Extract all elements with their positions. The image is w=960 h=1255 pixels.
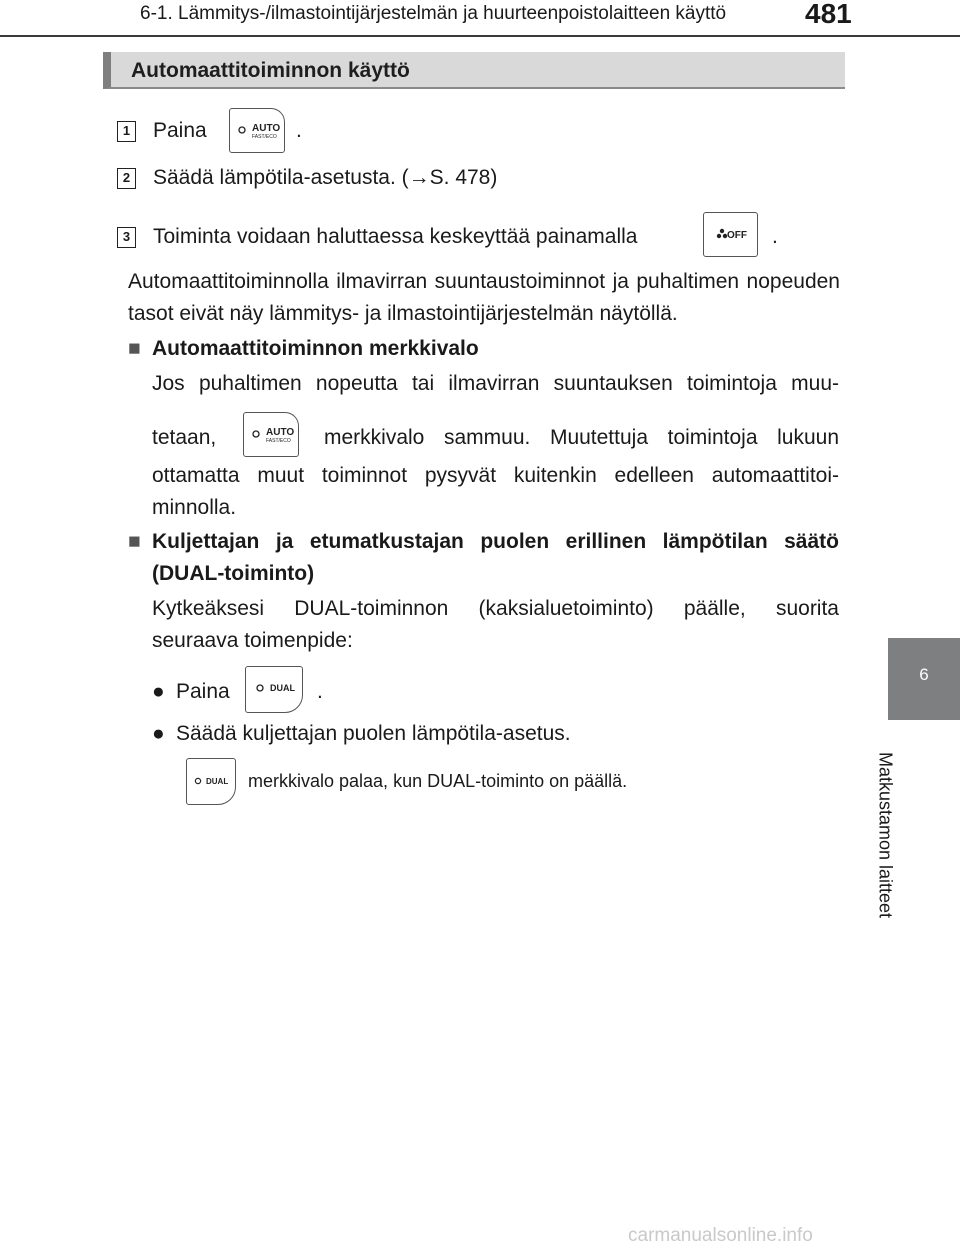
- watermark-text: carmanualsonline.info: [628, 1225, 813, 1246]
- step-3-period: .: [772, 225, 778, 248]
- section-bullet: ■: [128, 337, 141, 360]
- dual-line-1: Kytkeäksesi DUAL-toiminnon (kaksialuetoiminto) päälle, suorita: [152, 597, 839, 620]
- section-title: Automaattitoiminnon käyttö: [131, 59, 410, 82]
- header-divider: [0, 35, 960, 37]
- indicator-line-1: Jos puhaltimen nopeutta tai ilmavirran suuntauksen toimintoja muu-: [152, 372, 839, 395]
- dual-note: merkkivalo palaa, kun DUAL-toiminto on päällä.: [248, 771, 628, 791]
- dual-item-2-text: Säädä kuljettajan puolen lämpötila-asetus.: [176, 722, 571, 745]
- step-number-2: 2: [117, 168, 136, 189]
- dual-line-2: seuraava toimenpide:: [152, 629, 353, 652]
- step-3-text: Toiminta voidaan haluttaessa keskeyttää painamalla: [153, 225, 638, 248]
- auto-sublabel: FAST/ECO: [266, 438, 291, 444]
- chapter-label-text: Matkustamon laitteet: [875, 751, 896, 919]
- off-label: OFF: [727, 230, 747, 241]
- indicator-heading: Automaattitoiminnon merkkivalo: [152, 337, 479, 360]
- list-bullet: ●: [152, 680, 165, 703]
- chapter-number: 6: [919, 665, 929, 684]
- intro-paragraph: Automaattitoiminnolla ilmavirran suuntaustoiminnot ja puhaltimen nopeuden tasot eivät näy lämmitys- ja ilmastointijärjestelmän näytöllä.: [128, 270, 840, 325]
- dual-button-icon: [186, 758, 236, 805]
- auto-label: AUTO: [266, 427, 295, 438]
- indicator-line-3: ottamatta muut toiminnot pysyvät kuitenkin edelleen automaattitoi-: [152, 464, 839, 487]
- auto-button-icon: [243, 412, 299, 457]
- dual-label: DUAL: [270, 683, 295, 693]
- step-number-3: 3: [117, 227, 136, 248]
- page-number: 481: [805, 0, 852, 29]
- step-1-text: Paina: [153, 119, 207, 142]
- section-header: [103, 52, 845, 89]
- dual-button-icon: [245, 666, 303, 713]
- chapter-label: [872, 745, 898, 925]
- dual-heading-line-1: Kuljettajan ja etumatkustajan puolen erillinen lämpötilan säätö: [152, 530, 839, 553]
- dual-item-1-text: Paina: [176, 680, 230, 703]
- auto-label: AUTO: [252, 123, 281, 134]
- chapter-tab: [888, 638, 960, 720]
- step-1-period: .: [296, 119, 302, 142]
- section-bullet: ■: [128, 530, 141, 553]
- auto-sublabel: FAST/ECO: [252, 134, 277, 140]
- step-number-1: 1: [117, 121, 136, 142]
- step-2-text: Säädä lämpötila-asetusta. (→S. 478): [153, 166, 498, 189]
- fan-off-button-icon: [703, 212, 758, 257]
- indicator-line-4: minnolla.: [152, 496, 237, 519]
- running-header: 6-1. Lämmitys-/ilmastointijärjestelmän ja huurteenpoistolaitteen käyttö: [140, 3, 727, 24]
- indicator-line-2a: tetaan,: [152, 426, 217, 449]
- dual-item-1-period: .: [317, 680, 323, 703]
- auto-button-icon: [229, 108, 285, 153]
- indicator-line-2b: merkkivalo sammuu. Muutettuja toimintoja lukuun: [324, 426, 839, 449]
- list-bullet: ●: [152, 722, 165, 745]
- dual-heading-line-2: (DUAL-toiminto): [152, 562, 315, 585]
- dual-label: DUAL: [206, 777, 229, 786]
